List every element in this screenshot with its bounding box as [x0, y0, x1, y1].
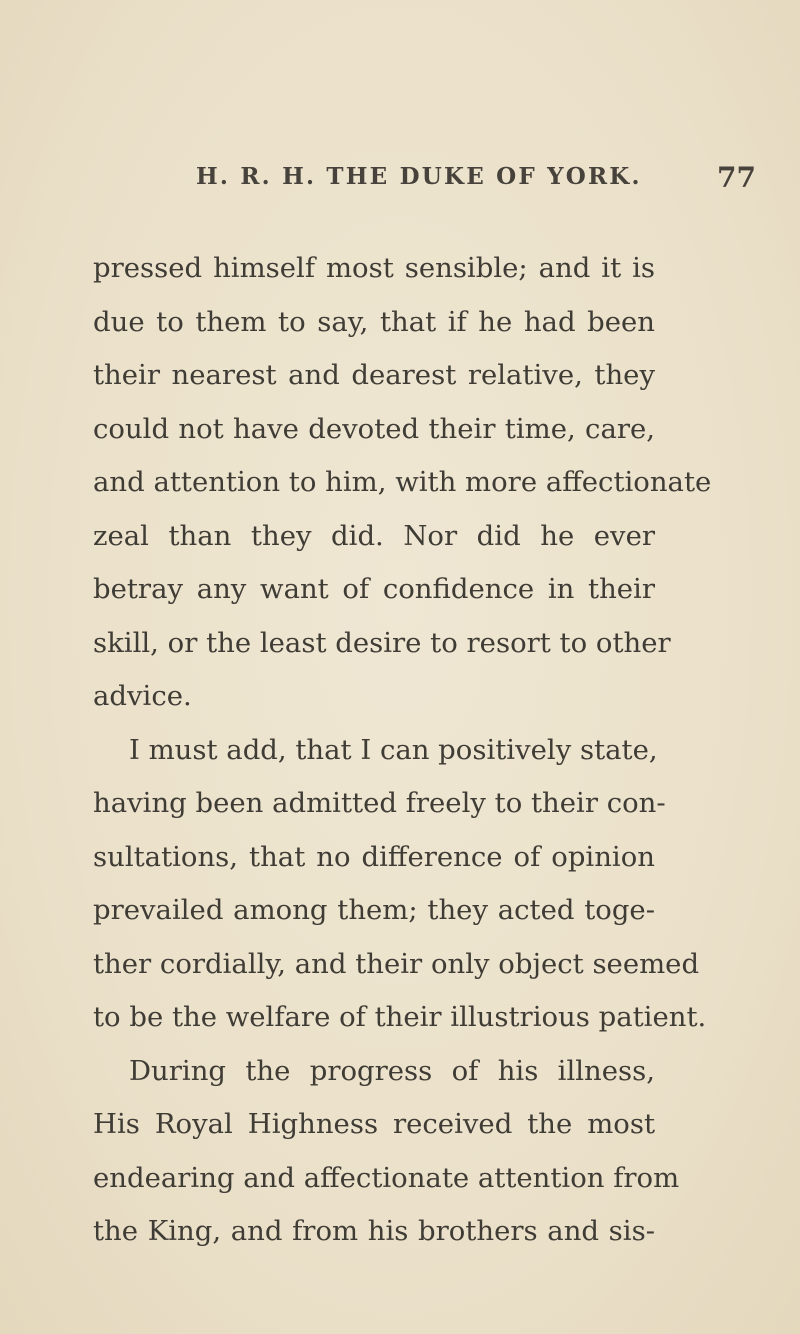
text-line: and attention to him, with more affectionate — [93, 466, 712, 498]
text-line: the King, and from his brothers and sis- — [93, 1215, 655, 1247]
text-line: His Royal Highness received the most — [93, 1108, 655, 1140]
text-line: zeal than they did. Nor did he ever — [93, 520, 655, 552]
text-line: due to them to say, that if he had been — [93, 306, 655, 338]
text-line: endearing and affectionate attention from — [93, 1162, 680, 1194]
text-line: betray any want of confidence in their — [93, 573, 655, 605]
text-line: their nearest and dearest relative, they — [93, 359, 655, 391]
paragraph-start-line: During the progress of his illness, — [129, 1055, 655, 1087]
page-header — [196, 163, 756, 199]
text-line: could not have devoted their time, care, — [93, 413, 655, 445]
text-line: pressed himself most sensible; and it is — [93, 252, 655, 284]
paragraph-start-line: I must add, that I can positively state, — [129, 734, 658, 766]
text-line: sultations, that no difference of opinion — [93, 841, 655, 873]
running-head: H. R. H. THE DUKE OF YORK. — [196, 163, 642, 190]
text-line: prevailed among them; they acted toge- — [93, 894, 655, 926]
text-line: advice. — [93, 680, 192, 712]
page-number: 77 — [717, 161, 756, 194]
text-line: to be the welfare of their illustrious patient. — [93, 1001, 707, 1033]
text-line: having been admitted freely to their con- — [93, 787, 666, 819]
text-line: skill, or the least desire to resort to other — [93, 627, 671, 659]
text-line: ther cordially, and their only object seemed — [93, 948, 700, 980]
